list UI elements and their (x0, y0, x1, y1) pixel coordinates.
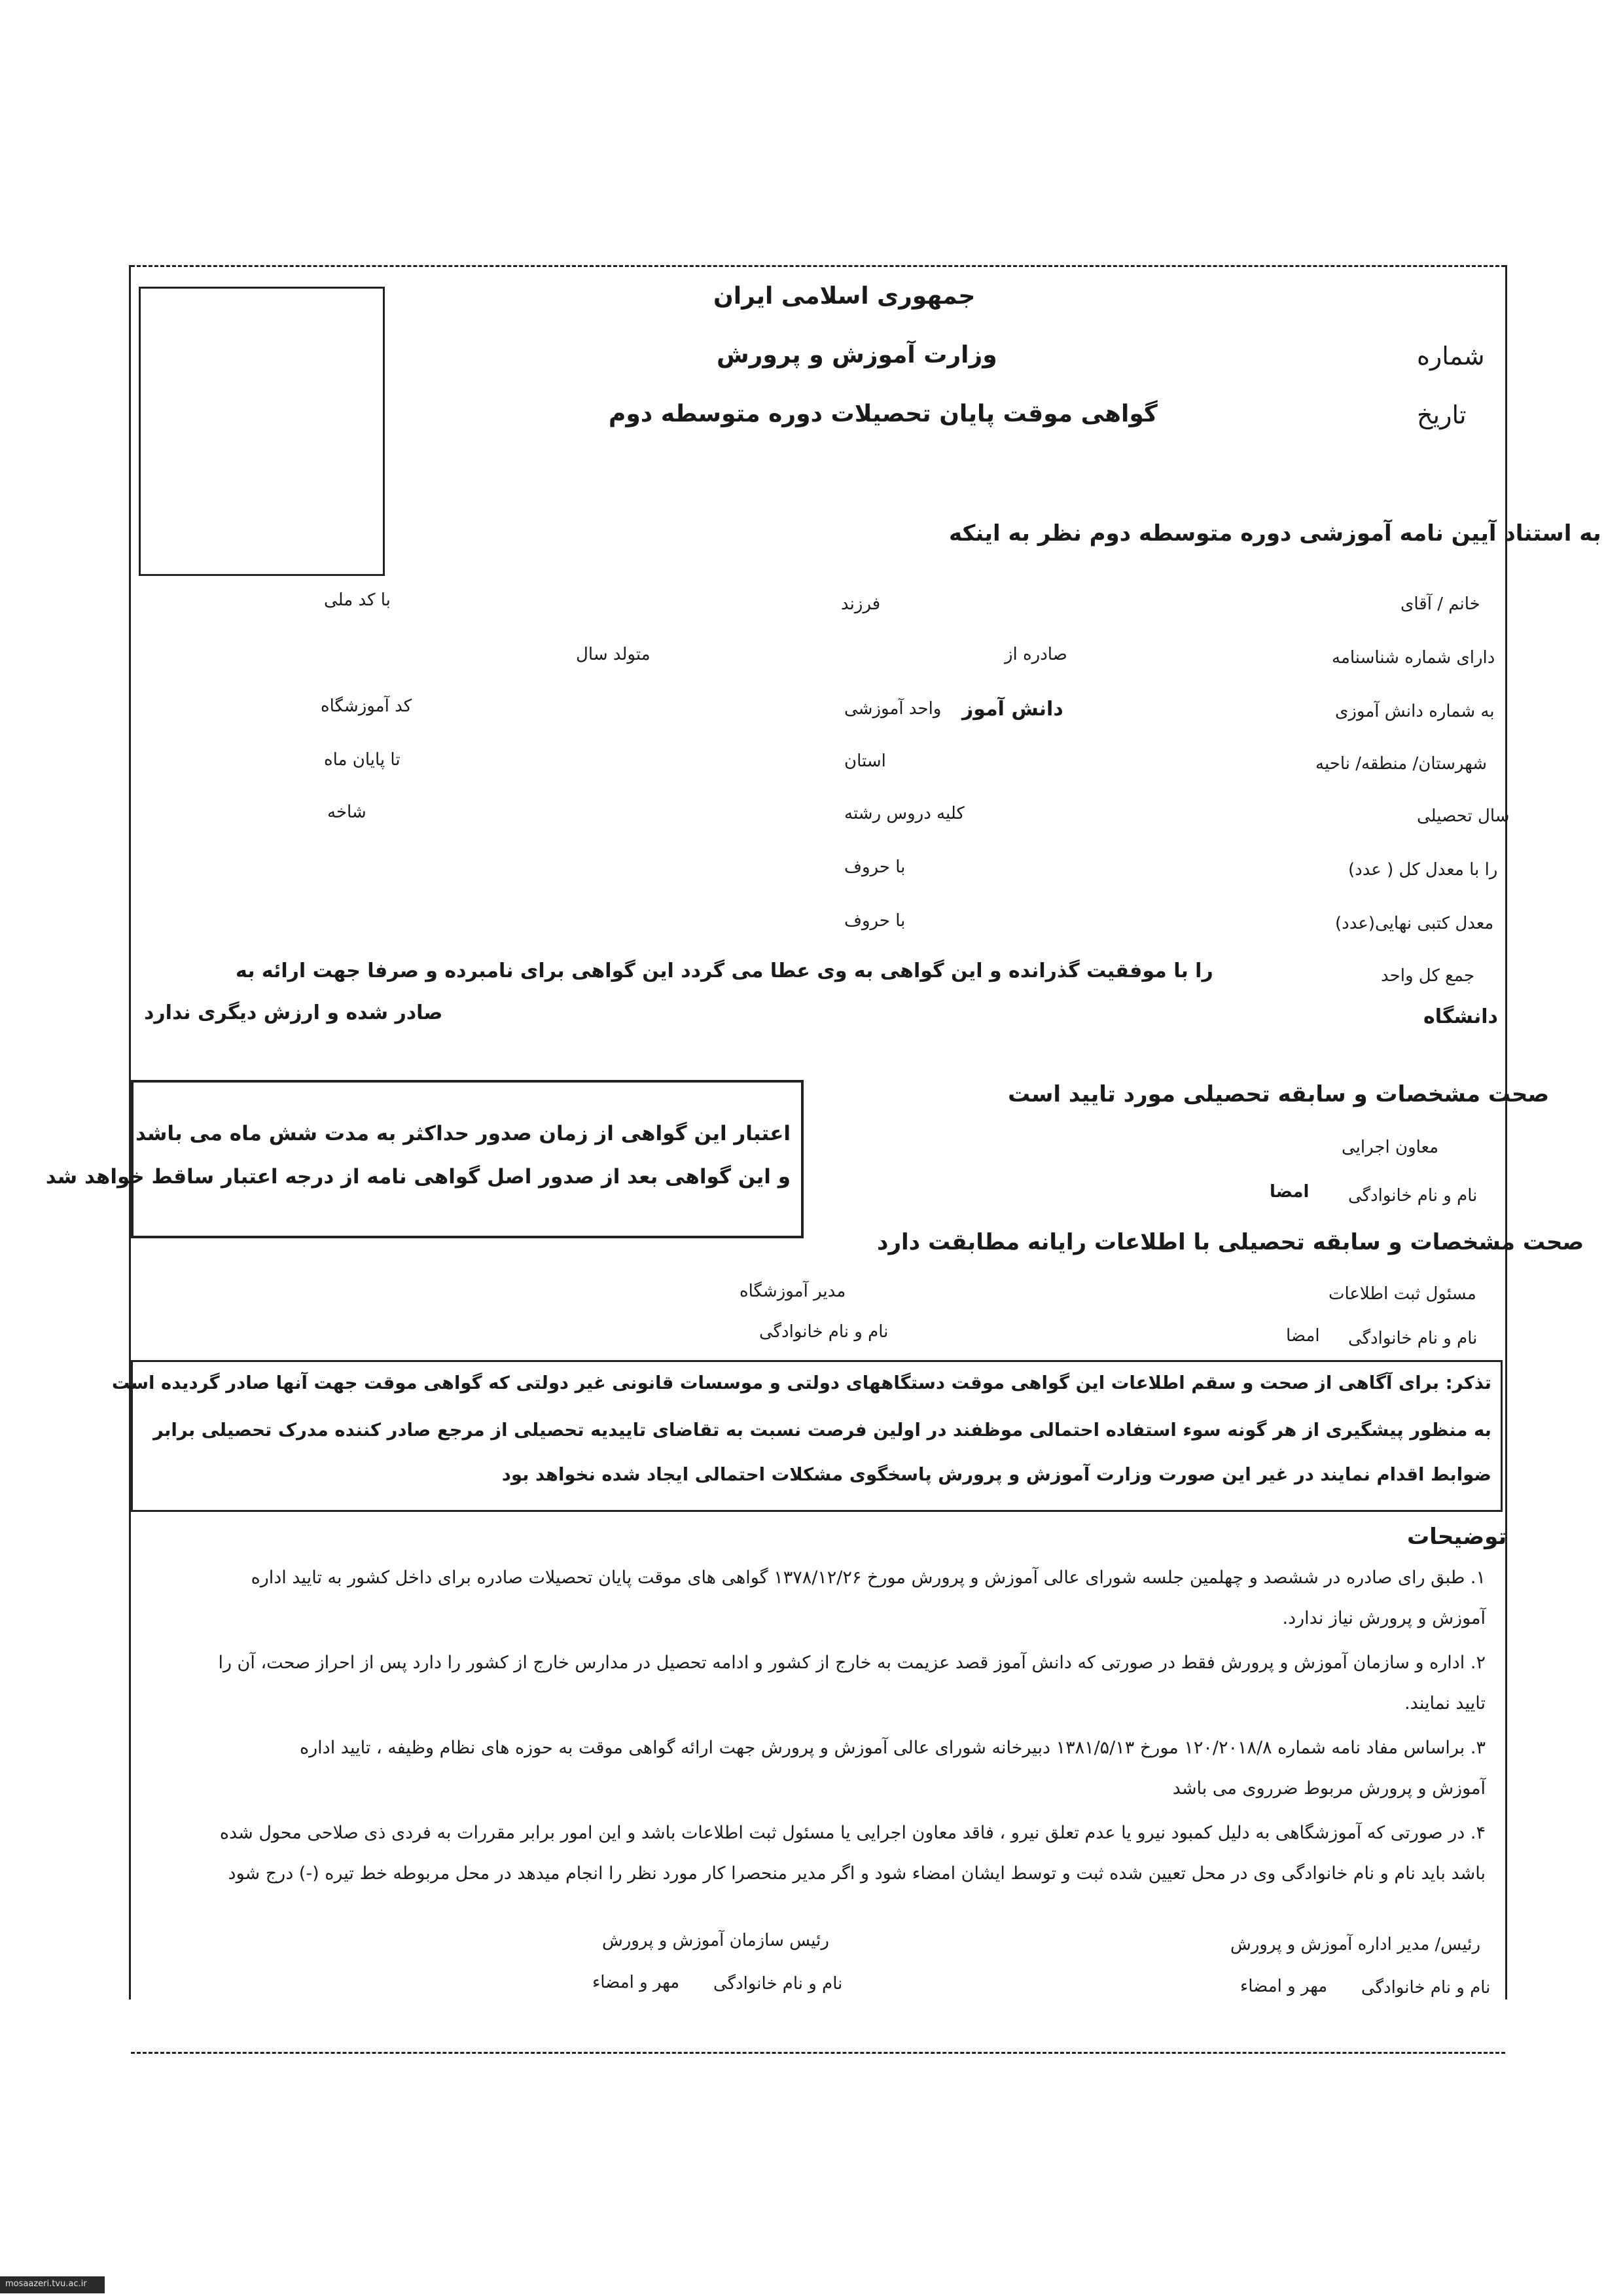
label-birth-year: متولد سال (576, 645, 651, 664)
bottom-border (131, 2052, 1505, 2054)
sig-left-seal: مهر و امضاء (592, 1973, 680, 1992)
label-in-letters-1: با حروف (844, 857, 906, 877)
note-4 (131, 1813, 1486, 1894)
verify1-name-family: نام و نام خانوادگی (1348, 1186, 1478, 1206)
photo-box (139, 287, 385, 576)
verify2-title: صحت مشخصات و سابقه تحصیلی با اطلاعات رایانه مطابقت دارد (877, 1229, 1584, 1255)
verify2-principal: مدیر آموزشگاه (740, 1282, 846, 1301)
label-until-month: تا پایان ماه (324, 750, 401, 770)
validity-box (45, 1080, 804, 1238)
label-in-letters-2: با حروف (844, 911, 906, 931)
label-child-of: فرزند (841, 594, 881, 614)
warning-line-1: تذکر: برای آگاهی از صحت و سقم اطلاعات این گواهی موقت دستگاههای دولتی و موسسات قانونی غیر دولتی که گواهی موقت جهت آنها صادر گردیده است (111, 1372, 1491, 1393)
note-4-line-a: ۴. در صورتی که آموزشگاهی به دلیل کمبود نیرو یا عدم تعلق نیرو ، فاقد معاون اجرایی یا مسئول ثبت اطلاعات باشد و این امور برابر مقررات به فردی ذی صلاحی محول شده (219, 1823, 1486, 1843)
note-3 (131, 1728, 1486, 1809)
validity-line-2: و این گواهی بعد از صدور اصل گواهی نامه از درجه اعتبار ساقط خواهد شد (45, 1165, 791, 1189)
label-school-code: کد آموزشگاه (321, 696, 412, 716)
note-1-line-a: ۱. طبق رای صادره در ششصد و چهلمین جلسه شورای عالی آموزش و پرورش مورخ ۱۳۷۸/۱۲/۲۶ گواهی های موقت پایان تحصیلات صادره برای داخل کشور به تایید اداره (251, 1568, 1486, 1588)
verify2-principal-name: نام و نام خانوادگی (759, 1322, 889, 1342)
watermark-text: mosaazeri.tvu.ac.ir (5, 2279, 87, 2289)
note-4-line-b: باشد باید نام و نام خانوادگی وی در محل تعیین شده ثبت و توسط ایشان امضاء شود و اگر مدیر منحصرا کار مورد نظر را انجام میدهد در محل مربوطه خط تیره (-) درج شود (228, 1863, 1486, 1884)
watermark-strip (0, 2276, 105, 2293)
ministry-title: وزارت آموزش و پرورش (717, 342, 997, 368)
note-3-line-b: آموزش و پرورش مربوط ضرروی می باشد (1172, 1778, 1486, 1799)
label-id-number: دارای شماره شناسنامه (1332, 648, 1495, 668)
certificate-title: گواهی موقت پایان تحصیلات دوره متوسطه دوم (609, 401, 1158, 427)
note-2-line-b: تایید نمایند. (1404, 1693, 1486, 1713)
sig-right-seal: مهر و امضاء (1240, 1977, 1328, 1996)
label-total-units: جمع کل واحد (1381, 966, 1475, 986)
label-final-written-gpa: معدل کتبی نهایی(عدد) (1335, 914, 1494, 933)
verify1-signature: امضا (1270, 1182, 1310, 1202)
note-2 (131, 1643, 1486, 1724)
warning-line-3: ضوابط اقدام نمایند در غیر این صورت وزارت آموزش و پرورش پاسخگوی مشکلات احتمالی ایجاد شده نخواهد بود (501, 1464, 1491, 1485)
warning-box (111, 1360, 1503, 1512)
issued-no-other-value: صادر شده و ارزش دیگری ندارد (144, 1001, 443, 1024)
verify2-registrar-name: نام و نام خانوادگی (1348, 1329, 1478, 1348)
sig-right-title: رئیس/ مدیر اداره آموزش و پرورش (1230, 1935, 1481, 1954)
passed-text: را با موفقیت گذرانده و این گواهی به وی عطا می گردد این گواهی برای نامبرده و صرفا جهت ارائه به (236, 960, 1213, 982)
note-2-line-a: ۲. اداره و سازمان آموزش و پرورش فقط در صورتی که دانش آموز قصد عزیمت به خارج از کشور و ادامه تحصیل در مدارس خارج از کشور را دارد پس از احراز صحت، آن را (218, 1653, 1486, 1673)
label-student: دانش آموز (962, 698, 1063, 721)
sig-left-title: رئیس سازمان آموزش و پرورش (602, 1931, 829, 1950)
label-university: دانشگاه (1423, 1005, 1498, 1028)
label-city-region: شهرستان/ منطقه/ ناحیه (1315, 754, 1488, 774)
label-province: استان (844, 751, 886, 771)
sig-right-name: نام و نام خانوادگی (1361, 1978, 1491, 1998)
note-1 (131, 1558, 1486, 1639)
label-mr-ms: خانم / آقای (1400, 594, 1480, 614)
label-all-courses: کلیه دروس رشته (844, 804, 965, 823)
intro-text: به استناد آیین نامه آموزشی دوره متوسطه دوم نظر به اینکه (949, 520, 1601, 547)
top-border (131, 265, 1505, 267)
label-student-number: به شماره دانش آموزی (1335, 702, 1495, 721)
label-school-unit: واحد آموزشی (844, 699, 942, 719)
sig-left-name: نام و نام خانوادگی (713, 1974, 843, 1994)
label-issued-from: صادره از (1005, 645, 1067, 664)
label-academic-year: سال تحصیلی (1417, 806, 1510, 826)
number-label: شماره (1417, 342, 1485, 370)
note-1-line-b: آموزش و پرورش نیاز ندارد. (1282, 1608, 1486, 1628)
validity-line-1: اعتبار این گواهی از زمان صدور حداکثر به مدت شش ماه می باشد (135, 1122, 791, 1145)
notes-title: توضیحات (1407, 1524, 1507, 1550)
label-national-code: با کد ملی (324, 590, 391, 610)
note-3-line-a: ۳. براساس مفاد نامه شماره ۱۲۰/۲۰۱۸/۸ مورخ ۱۳۸۱/۵/۱۳ دبیرخانه شورای عالی آموزش و پرورش جهت ارائه گواهی موقت به حوزه های نظام وظیفه ، تایید اداره (300, 1738, 1486, 1758)
label-branch: شاخه (327, 802, 366, 822)
republic-title: جمهوری اسلامی ایران (713, 283, 976, 310)
verify1-deputy: معاون اجرایی (1342, 1138, 1439, 1157)
warning-line-2: به منظور پیشگیری از هر گونه سوء استفاده احتمالی موظفند در اولین فرصت نسبت به تقاضای تاییدیه تحصیلی از مرجع صادر کننده مدرک تحصیلی برابر (152, 1420, 1491, 1441)
verify2-registrar-sign: امضا (1286, 1326, 1320, 1346)
label-gpa-number: را با معدل کل ( عدد) (1348, 860, 1498, 880)
verify2-registrar: مسئول ثبت اطلاعات (1329, 1284, 1476, 1304)
verify1-title: صحت مشخصات و سابقه تحصیلی مورد تایید است (1008, 1081, 1550, 1107)
date-label: تاریخ (1417, 401, 1467, 429)
